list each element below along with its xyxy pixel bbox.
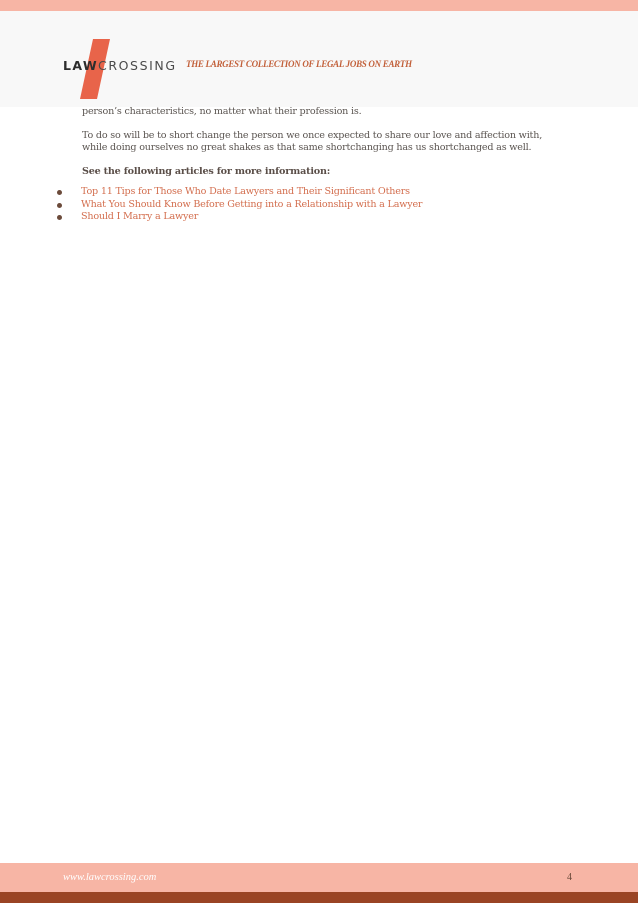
page-footer bbox=[0, 863, 638, 892]
list-item bbox=[57, 211, 422, 224]
paragraph: To do so will be to short change the person we once expected to share our love and affection with, while doing ourselves no great shakes as that same shortchanging has us shortchanged as well. bbox=[82, 129, 543, 153]
related-article-link[interactable]: Should I Marry a Lawyer bbox=[81, 211, 199, 222]
header-tagline: THE LARGEST COLLECTION OF LEGAL JOBS ON EARTH bbox=[186, 59, 412, 69]
bottom-band bbox=[0, 892, 638, 903]
paragraph: person’s characteristics, no matter what their profession is. bbox=[82, 106, 362, 117]
related-article-link[interactable]: Top 11 Tips for Those Who Date Lawyers and Their Significant Others bbox=[81, 186, 410, 197]
related-article-link[interactable]: What You Should Know Before Getting into a Relationship with a Lawyer bbox=[81, 198, 423, 210]
footer-url[interactable]: www.lawcrossing.com bbox=[63, 872, 157, 883]
bullet-icon bbox=[57, 190, 62, 195]
logo-law: LAW bbox=[63, 58, 99, 73]
article-body bbox=[82, 106, 562, 178]
bullet-icon bbox=[57, 215, 62, 220]
top-band bbox=[0, 0, 638, 11]
list-item bbox=[57, 186, 422, 199]
related-articles-list bbox=[57, 186, 422, 224]
bullet-icon bbox=[57, 203, 62, 208]
see-also-heading: See the following articles for more information: bbox=[82, 165, 331, 177]
page-header bbox=[0, 11, 638, 107]
logo-crossing: CROSSING bbox=[98, 58, 177, 73]
list-item bbox=[57, 199, 422, 212]
page-number: 4 bbox=[567, 872, 572, 883]
